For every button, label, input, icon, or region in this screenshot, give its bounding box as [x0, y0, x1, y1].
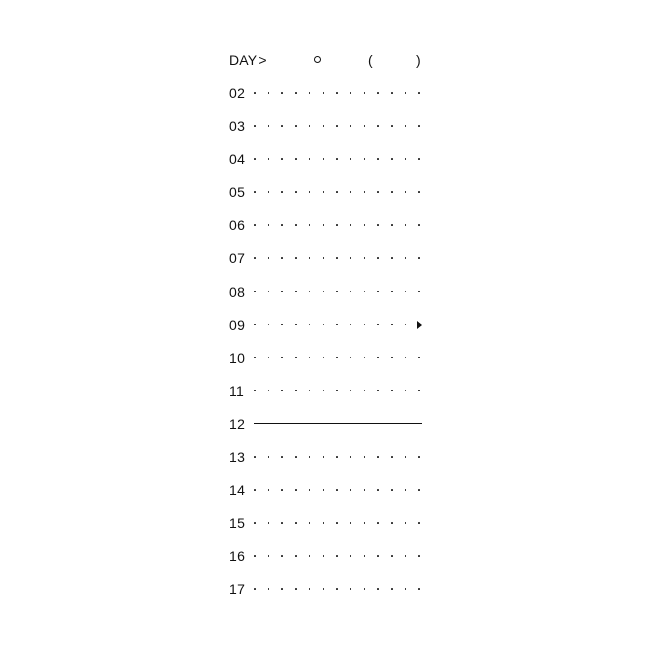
dot — [323, 324, 325, 326]
dot — [350, 357, 352, 359]
hour-row — [229, 316, 425, 349]
dot — [405, 390, 407, 392]
dot — [350, 191, 352, 193]
dot — [336, 92, 338, 94]
dot — [268, 489, 270, 491]
dot — [254, 125, 256, 127]
dotted-line — [254, 158, 423, 160]
hour-label: 16 — [229, 548, 246, 565]
hour-label: 12 — [229, 415, 246, 432]
dot — [268, 522, 270, 524]
dot — [295, 92, 297, 94]
dot — [391, 191, 393, 193]
dot — [268, 158, 270, 160]
dot — [336, 125, 338, 127]
dot — [323, 555, 325, 557]
dot — [309, 390, 311, 392]
dot — [350, 291, 352, 293]
dot — [268, 324, 270, 326]
dot — [377, 522, 379, 524]
hour-label: 05 — [229, 184, 246, 201]
dot — [350, 92, 352, 94]
dot — [405, 224, 407, 226]
dot — [281, 390, 283, 392]
dot — [323, 357, 325, 359]
dotted-line — [254, 357, 423, 359]
hour-row — [229, 84, 425, 117]
dotted-line — [254, 257, 423, 259]
dot — [295, 224, 297, 226]
dot — [268, 555, 270, 557]
dot — [391, 555, 393, 557]
dot — [418, 191, 420, 193]
dot — [391, 456, 393, 458]
dot — [418, 158, 420, 160]
hour-label: 11 — [229, 382, 245, 399]
dot — [336, 191, 338, 193]
dot — [364, 588, 366, 590]
dotted-line — [254, 125, 423, 127]
hour-row — [229, 415, 425, 448]
dot — [364, 357, 366, 359]
dotted-line — [254, 324, 423, 326]
dot — [268, 291, 270, 293]
dot — [254, 522, 256, 524]
hour-row — [229, 249, 425, 282]
dot — [295, 324, 297, 326]
dot — [336, 489, 338, 491]
dot — [377, 390, 379, 392]
dot — [350, 522, 352, 524]
dot — [336, 588, 338, 590]
dot — [323, 191, 325, 193]
dot — [350, 555, 352, 557]
dotted-line — [254, 291, 423, 293]
dot — [418, 390, 420, 392]
dot — [391, 522, 393, 524]
dot — [281, 92, 283, 94]
dotted-line — [254, 489, 423, 491]
dot — [254, 191, 256, 193]
dot — [350, 158, 352, 160]
dot — [254, 390, 256, 392]
hour-row — [229, 150, 425, 183]
dotted-line — [254, 588, 423, 590]
dot — [391, 92, 393, 94]
dot — [323, 92, 325, 94]
dot — [281, 191, 283, 193]
dot — [336, 390, 338, 392]
dot — [391, 588, 393, 590]
dot — [254, 158, 256, 160]
dot — [391, 257, 393, 259]
dot — [295, 555, 297, 557]
dot — [350, 324, 352, 326]
dot — [418, 257, 420, 259]
dot — [405, 555, 407, 557]
hour-label: 07 — [229, 250, 246, 267]
dot — [295, 522, 297, 524]
dot — [350, 125, 352, 127]
dot — [281, 324, 283, 326]
dot — [377, 555, 379, 557]
hour-row — [229, 481, 425, 514]
dot — [295, 158, 297, 160]
dot — [405, 588, 407, 590]
dot — [405, 191, 407, 193]
dot — [377, 324, 379, 326]
dot — [323, 158, 325, 160]
dot — [336, 224, 338, 226]
dot — [323, 291, 325, 293]
dot — [268, 390, 270, 392]
daily-planner — [229, 51, 425, 598]
dot — [323, 390, 325, 392]
dot — [391, 291, 393, 293]
hour-row — [229, 448, 425, 481]
dot — [364, 158, 366, 160]
dot — [323, 257, 325, 259]
dotted-line — [254, 92, 423, 94]
dotted-line — [254, 191, 423, 193]
dot — [295, 125, 297, 127]
dot — [377, 489, 379, 491]
hour-row — [229, 514, 425, 547]
dot — [323, 125, 325, 127]
dot — [350, 456, 352, 458]
dot — [268, 92, 270, 94]
dot — [336, 555, 338, 557]
dot — [336, 522, 338, 524]
dot — [281, 522, 283, 524]
dot — [268, 257, 270, 259]
dot — [254, 357, 256, 359]
dotted-line — [254, 555, 423, 557]
dot — [336, 257, 338, 259]
dot — [364, 456, 366, 458]
dot — [323, 522, 325, 524]
dot — [268, 357, 270, 359]
dotted-line — [254, 390, 423, 392]
dot — [268, 224, 270, 226]
dot — [405, 357, 407, 359]
dot — [364, 257, 366, 259]
hour-row — [229, 547, 425, 580]
dot — [309, 522, 311, 524]
dot — [405, 125, 407, 127]
dot — [391, 224, 393, 226]
dot — [254, 224, 256, 226]
dot — [309, 158, 311, 160]
dot — [364, 125, 366, 127]
dot — [281, 125, 283, 127]
planner-header — [229, 51, 425, 69]
dot — [254, 324, 256, 326]
dot — [254, 588, 256, 590]
dot — [281, 257, 283, 259]
hour-row — [229, 580, 425, 613]
dot — [309, 588, 311, 590]
dot — [268, 191, 270, 193]
dot — [350, 257, 352, 259]
dot — [268, 456, 270, 458]
day-arrow: > — [258, 52, 267, 68]
dot — [309, 92, 311, 94]
dot — [405, 489, 407, 491]
dot — [336, 324, 338, 326]
solid-divider-line — [254, 423, 422, 424]
hour-label: 06 — [229, 217, 246, 234]
dot — [350, 224, 352, 226]
dot — [418, 291, 420, 293]
dot — [254, 92, 256, 94]
dot — [364, 522, 366, 524]
dot — [323, 588, 325, 590]
dot — [309, 257, 311, 259]
close-parenthesis: ) — [416, 52, 421, 68]
dot — [418, 224, 420, 226]
dot — [295, 191, 297, 193]
dotted-line — [254, 456, 423, 458]
dot — [405, 456, 407, 458]
dot — [254, 257, 256, 259]
dotted-line — [254, 224, 423, 226]
dot — [391, 158, 393, 160]
dot — [295, 357, 297, 359]
dot — [364, 224, 366, 226]
dot — [323, 456, 325, 458]
dot — [364, 555, 366, 557]
dot — [364, 92, 366, 94]
circle-icon — [314, 56, 321, 63]
dot — [295, 456, 297, 458]
hour-label: 14 — [229, 482, 246, 499]
hour-label: 09 — [229, 316, 246, 333]
dot — [268, 125, 270, 127]
dot — [309, 555, 311, 557]
hour-label: 08 — [229, 283, 246, 300]
dot — [377, 158, 379, 160]
dotted-line — [254, 522, 423, 524]
dot — [405, 324, 407, 326]
hour-label: 15 — [229, 515, 246, 532]
dot — [254, 456, 256, 458]
dot — [281, 158, 283, 160]
dot — [377, 224, 379, 226]
dot — [295, 390, 297, 392]
open-parenthesis: ( — [368, 52, 373, 68]
hour-label: 10 — [229, 349, 246, 366]
dot — [364, 291, 366, 293]
dot — [377, 92, 379, 94]
hour-row — [229, 382, 425, 415]
triangle-right-icon — [417, 321, 422, 329]
dot — [350, 390, 352, 392]
dot — [254, 291, 256, 293]
dot — [350, 489, 352, 491]
dot — [418, 357, 420, 359]
dot — [364, 191, 366, 193]
dot — [309, 125, 311, 127]
dot — [418, 522, 420, 524]
hour-label: 03 — [229, 118, 246, 135]
hour-row — [229, 349, 425, 382]
hour-label: 13 — [229, 449, 246, 466]
dot — [377, 291, 379, 293]
dot — [254, 555, 256, 557]
dot — [281, 456, 283, 458]
dot — [309, 291, 311, 293]
dot — [391, 324, 393, 326]
dot — [391, 489, 393, 491]
hour-row — [229, 117, 425, 150]
dot — [336, 158, 338, 160]
dot — [281, 489, 283, 491]
dot — [405, 291, 407, 293]
hour-row — [229, 183, 425, 216]
day-label: DAY> — [229, 52, 267, 68]
dot — [336, 456, 338, 458]
dot — [281, 224, 283, 226]
dot — [281, 291, 283, 293]
dot — [377, 456, 379, 458]
dot — [405, 522, 407, 524]
dot — [309, 191, 311, 193]
hour-label: 17 — [229, 581, 246, 598]
dot — [336, 291, 338, 293]
dot — [405, 158, 407, 160]
dot — [295, 489, 297, 491]
hour-label: 02 — [229, 85, 246, 101]
dot — [323, 224, 325, 226]
dot — [418, 125, 420, 127]
dot — [309, 324, 311, 326]
hour-rows — [229, 84, 425, 614]
dot — [268, 588, 270, 590]
dot — [254, 489, 256, 491]
hour-row — [229, 283, 425, 316]
dot — [391, 125, 393, 127]
dot — [418, 489, 420, 491]
dot — [391, 357, 393, 359]
dot — [418, 92, 420, 94]
dot — [377, 257, 379, 259]
dot — [350, 588, 352, 590]
dot — [323, 489, 325, 491]
dot — [295, 588, 297, 590]
dot — [309, 357, 311, 359]
dot — [418, 555, 420, 557]
dot — [418, 456, 420, 458]
dot — [364, 390, 366, 392]
dot — [281, 588, 283, 590]
dot — [377, 125, 379, 127]
dot — [364, 324, 366, 326]
dot — [281, 357, 283, 359]
dot — [377, 357, 379, 359]
dot — [377, 588, 379, 590]
dot — [418, 588, 420, 590]
dot — [309, 224, 311, 226]
dot — [377, 191, 379, 193]
hour-label: 04 — [229, 151, 246, 168]
dot — [309, 456, 311, 458]
dot — [391, 390, 393, 392]
dot — [295, 291, 297, 293]
dot — [405, 92, 407, 94]
hour-row — [229, 216, 425, 249]
dot — [364, 489, 366, 491]
dot — [336, 357, 338, 359]
dot — [295, 257, 297, 259]
dot — [405, 257, 407, 259]
dot — [281, 555, 283, 557]
dot — [309, 489, 311, 491]
